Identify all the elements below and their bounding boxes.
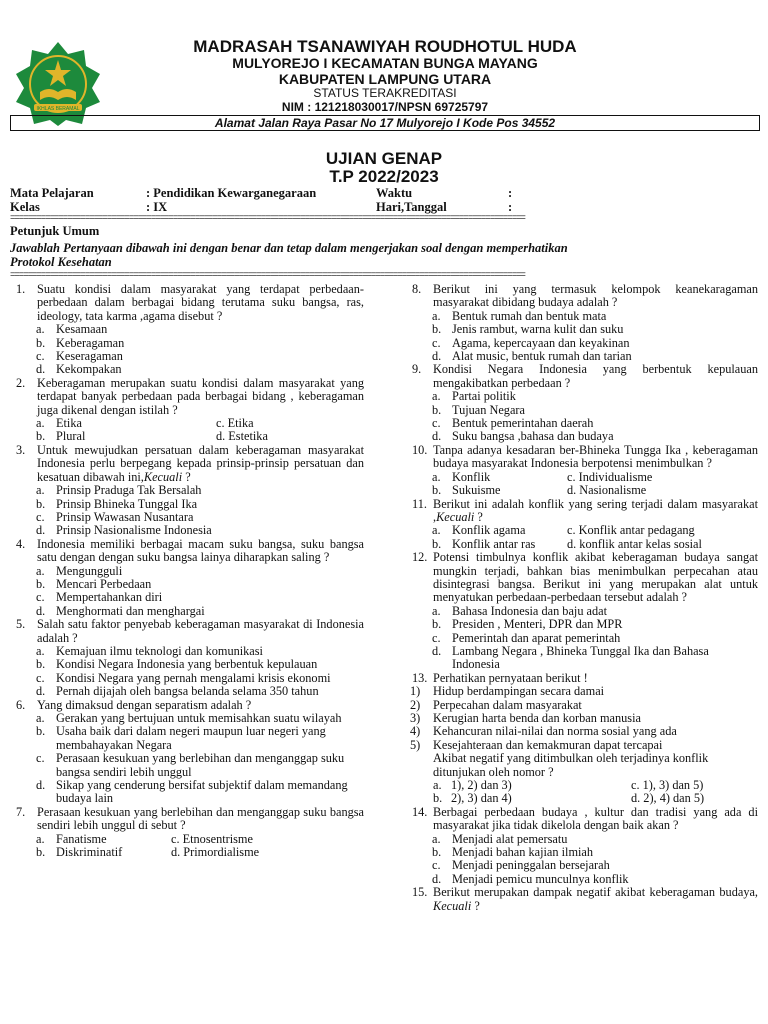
answer-option[interactable] bbox=[432, 310, 758, 323]
option-letter: b. bbox=[432, 536, 442, 551]
option-text: Prinsip Bhineka Tunggal Ika bbox=[56, 496, 198, 511]
option-letter: b. bbox=[36, 657, 46, 672]
option-text: Kekompakan bbox=[56, 362, 122, 377]
answer-options-row bbox=[36, 430, 364, 443]
question-number: 10. bbox=[412, 442, 428, 457]
answer-option[interactable] bbox=[36, 323, 364, 336]
question-4 bbox=[12, 538, 364, 565]
question-text: Suatu kondisi dalam masyarakat yang terdapat perbedaan-perbedaan dalam berbagai bidang terutama suku bangsa, ras, ideology, tata karma ,agama disebut ? bbox=[37, 282, 364, 323]
question-text: Potensi timbulnya konflik akibat keberagaman budaya sangat mungkin terjadi, bahkan bias menimbulkan perpecahan atau disintegrasi bangsa. Berikut ini yang merupakan alat untuk menyatukan perbedaan-perbedaan tersebut adalah ? bbox=[433, 550, 758, 605]
school-name: MADRASAH TSANAWIYAH ROUDHOTUL HUDA bbox=[193, 37, 577, 56]
option-letter: d. bbox=[432, 349, 442, 364]
statement-text: Kerugian harta benda dan korban manusia bbox=[433, 711, 641, 725]
answer-option[interactable] bbox=[36, 337, 364, 350]
option-text: Menjadi pemicu munculnya konflik bbox=[452, 871, 629, 886]
option-letter: b. bbox=[432, 483, 442, 498]
question-text-main: Untuk mewujudkan persatuan dalam keberagaman masyarakat Indonesia perlu berpegang kepada prinsip-prinsip persatuan dan kesatuan dibawah ini, bbox=[37, 442, 364, 484]
statement-number: 5) bbox=[410, 737, 421, 752]
option-text: Kondisi Negara Indonesia yang berbentuk kepulauan bbox=[56, 657, 318, 672]
answer-options-row bbox=[36, 846, 364, 859]
question-13 bbox=[408, 672, 758, 685]
time-label: Waktu bbox=[376, 186, 413, 200]
answer-option[interactable] bbox=[36, 511, 364, 524]
option-letter: c. bbox=[432, 335, 441, 350]
option-text: Bahasa Indonesia dan baju adat bbox=[452, 603, 608, 618]
option-text: Lambang Negara , Bhineka Tunggal Ika dan Bahasa Indonesia bbox=[452, 643, 709, 672]
option-letter: c. bbox=[36, 349, 45, 364]
question-10 bbox=[408, 444, 758, 471]
question-number: 7. bbox=[16, 804, 26, 819]
option-text: Prinsip Praduga Tak Bersalah bbox=[56, 483, 202, 498]
statement-number: 3) bbox=[410, 711, 421, 725]
answer-option[interactable] bbox=[432, 404, 758, 417]
option-letter: c. bbox=[432, 630, 441, 645]
question-text-main: Berikut ini adalah konflik yang sering terjadi dalam masyarakat , bbox=[433, 496, 758, 524]
answer-option[interactable]: d. Primordialisme bbox=[171, 845, 260, 860]
question-number: 8. bbox=[412, 282, 422, 296]
option-letter: a. bbox=[432, 469, 441, 484]
instructions-title: Petunjuk Umum bbox=[10, 224, 100, 238]
option-text: Gerakan yang bertujuan untuk memisahkan suatu wilayah bbox=[56, 711, 342, 725]
option-text: Perasaan kesukuan yang berlebihan dan menganggap suku bangsa sendiri lebih unggul bbox=[56, 751, 345, 779]
option-text: Bentuk pemerintahan daerah bbox=[452, 416, 594, 431]
class-label: Kelas bbox=[10, 200, 40, 214]
answer-option[interactable] bbox=[36, 779, 364, 806]
question-kecuali: Kecuali bbox=[143, 469, 183, 484]
question-9 bbox=[408, 363, 758, 390]
separator-line: ===================================================================================================================== bbox=[10, 214, 525, 222]
answer-option[interactable] bbox=[433, 792, 631, 805]
answer-option[interactable] bbox=[432, 484, 567, 497]
option-letter: a. bbox=[432, 389, 441, 404]
question-text: Perhatikan pernyataan berikut ! bbox=[433, 670, 588, 685]
option-letter: d. bbox=[36, 684, 46, 699]
question-number: 9. bbox=[412, 362, 422, 377]
answer-option[interactable] bbox=[432, 417, 758, 430]
question-15 bbox=[408, 886, 758, 913]
question-text: Keberagaman merupakan suatu kondisi dalam masyarakat yang terdapat banyak perbedaan pada berbagai bidang , keberagaman juga dikenal dengan istilah ? bbox=[37, 375, 364, 417]
question-text: Indonesia memiliki berbagai macam suku bangsa, suku bangsa satu dengan dengan suku bangsa lainya diharapkan saling ? bbox=[37, 536, 364, 565]
answer-option[interactable] bbox=[36, 578, 364, 591]
answer-option[interactable] bbox=[36, 484, 364, 497]
answer-options-row bbox=[432, 538, 758, 551]
option-letter: c. bbox=[36, 751, 45, 766]
answer-option[interactable] bbox=[432, 471, 567, 484]
option-letter: a. bbox=[433, 778, 442, 793]
option-text: 2), 3) dan 4) bbox=[451, 791, 512, 806]
option-text: Tujuan Negara bbox=[452, 402, 525, 417]
option-text: Menjadi bahan kajian ilmiah bbox=[452, 845, 594, 860]
option-text: Mencari Perbedaan bbox=[56, 576, 152, 591]
instructions-line-1: Jawablah Pertanyaan dibawah ini dengan benar dan tetap dalam mengerjakan soal dengan memperhatikan bbox=[10, 241, 568, 255]
option-text: Usaha baik dari dalam negeri maupun luar negeri yang membahayakan Negara bbox=[56, 724, 326, 752]
answer-option[interactable] bbox=[36, 752, 364, 779]
option-text: Plural bbox=[56, 429, 86, 444]
option-letter: a. bbox=[432, 831, 441, 846]
option-letter: d. bbox=[432, 643, 442, 658]
option-text: 1), 2) dan 3) bbox=[451, 778, 512, 793]
answer-option[interactable] bbox=[432, 859, 758, 872]
statement-item bbox=[408, 712, 758, 725]
answer-option[interactable] bbox=[432, 337, 758, 350]
answer-options-row bbox=[433, 779, 758, 792]
option-letter: a. bbox=[432, 603, 441, 618]
answer-options-row bbox=[432, 471, 758, 484]
date-value: : bbox=[508, 200, 513, 214]
statement-item bbox=[408, 725, 758, 738]
answer-option[interactable] bbox=[432, 350, 758, 363]
statement-item bbox=[408, 685, 758, 698]
answer-option[interactable] bbox=[36, 524, 364, 537]
answer-option[interactable] bbox=[432, 846, 758, 859]
answer-option[interactable]: c. Etika bbox=[216, 416, 254, 431]
exam-title: UJIAN GENAP bbox=[325, 149, 443, 168]
answer-option[interactable]: d. Nasionalisme bbox=[567, 483, 647, 498]
option-text: Mengungguli bbox=[56, 563, 123, 578]
option-letter: b. bbox=[433, 791, 443, 806]
statement-number: 4) bbox=[410, 724, 421, 739]
answer-option[interactable] bbox=[36, 645, 364, 658]
time-value: : bbox=[508, 186, 513, 200]
option-letter: b. bbox=[36, 724, 46, 739]
answer-option[interactable] bbox=[36, 417, 216, 430]
question-text: Berikut ini yang termasuk kelompok keanekaragaman masyarakat dibidang budaya adalah ? bbox=[433, 282, 758, 310]
answer-options-row bbox=[432, 484, 758, 497]
subject-label: Mata Pelajaran bbox=[10, 186, 94, 200]
option-letter: c. bbox=[36, 590, 45, 605]
option-letter: a. bbox=[432, 523, 441, 538]
question-1 bbox=[12, 283, 364, 323]
answer-option[interactable]: d. 2), 4) dan 5) bbox=[631, 791, 705, 806]
option-text: Suku bangsa ,bahasa dan budaya bbox=[452, 429, 614, 444]
answer-option[interactable] bbox=[432, 833, 758, 846]
option-letter: c. bbox=[432, 858, 441, 873]
option-letter: d. bbox=[36, 603, 46, 618]
question-3 bbox=[12, 444, 364, 484]
answer-option[interactable] bbox=[36, 685, 364, 698]
option-letter: c. bbox=[36, 509, 45, 524]
question-text bbox=[433, 886, 758, 913]
option-letter: b. bbox=[432, 617, 442, 632]
school-location: MULYOREJO I KECAMATAN BUNGA MAYANG bbox=[232, 55, 538, 71]
answer-option[interactable] bbox=[432, 323, 758, 336]
option-text: Bentuk rumah dan bentuk mata bbox=[452, 308, 607, 323]
option-letter: d. bbox=[36, 778, 46, 793]
option-letter: d. bbox=[432, 429, 442, 444]
option-letter: d. bbox=[36, 523, 46, 538]
option-text: Partai politik bbox=[452, 389, 516, 404]
answer-option[interactable] bbox=[36, 363, 364, 376]
answer-option[interactable] bbox=[432, 645, 758, 672]
answer-option[interactable] bbox=[36, 658, 364, 671]
option-text: Sikap yang cenderung bersifat subjektif dalam memandang budaya lain bbox=[56, 778, 348, 806]
answer-option[interactable] bbox=[432, 632, 758, 645]
subject-value: : Pendidikan Kewarganegaraan bbox=[146, 186, 317, 200]
question-text: Perasaan kesukuan yang berlebihan dan menganggap suku bangsa sendiri lebih unggul di sebut ? bbox=[37, 804, 364, 833]
logo-motto: IKHLAS BERAMAL bbox=[36, 106, 80, 112]
question-2 bbox=[12, 377, 364, 417]
question-text: Yang dimaksud dengan separatism adalah ? bbox=[37, 697, 252, 712]
question-end: ? bbox=[182, 469, 191, 484]
option-text: Diskriminatif bbox=[56, 845, 123, 860]
questions-left-column bbox=[12, 283, 364, 859]
option-text: Menghormati dan menghargai bbox=[56, 603, 205, 618]
option-letter: a. bbox=[36, 322, 45, 337]
option-letter: a. bbox=[36, 483, 45, 498]
statement-text: Perpecahan dalam masyarakat bbox=[433, 697, 582, 712]
option-letter: a. bbox=[36, 643, 45, 658]
answer-option[interactable]: c. 1), 3) dan 5) bbox=[631, 778, 704, 793]
option-text: Prinsip Nasionalisme Indonesia bbox=[56, 523, 212, 538]
answer-option[interactable] bbox=[36, 605, 364, 618]
answer-option[interactable]: c. Individualisme bbox=[567, 469, 653, 484]
question-kecuali: Kecuali bbox=[433, 898, 472, 913]
option-text: Sukuisme bbox=[452, 483, 501, 498]
question-prompt: Akibat negatif yang ditimbulkan oleh terjadinya konflik ditunjukan oleh nomor ? bbox=[433, 751, 709, 779]
exam-year: T.P 2022/2023 bbox=[329, 167, 439, 186]
answer-options-row bbox=[36, 417, 364, 430]
answer-option[interactable] bbox=[432, 873, 758, 886]
answer-option[interactable] bbox=[432, 618, 758, 631]
option-letter: b. bbox=[36, 429, 46, 444]
option-text: Konflik bbox=[452, 469, 491, 484]
question-5 bbox=[12, 618, 364, 645]
option-letter: c. bbox=[432, 416, 441, 431]
question-number: 11. bbox=[412, 496, 427, 511]
option-text: Prinsip Wawasan Nusantara bbox=[56, 509, 194, 524]
accreditation-status: STATUS TERAKREDITASI bbox=[313, 86, 457, 100]
answer-options-row bbox=[433, 792, 758, 805]
class-value: : IX bbox=[146, 200, 168, 214]
question-number: 13. bbox=[412, 670, 428, 685]
option-letter: d. bbox=[432, 871, 442, 886]
option-text: Presiden , Menteri, DPR dan MPR bbox=[452, 617, 623, 632]
question-text bbox=[433, 498, 758, 525]
option-letter: c. bbox=[36, 670, 45, 685]
option-letter: a. bbox=[36, 416, 45, 431]
option-text: Alat music, bentuk rumah dan tarian bbox=[452, 349, 632, 364]
option-letter: a. bbox=[36, 711, 45, 725]
answer-option[interactable]: c. Etnosentrisme bbox=[171, 831, 253, 846]
question-end: ? bbox=[471, 898, 480, 913]
answer-option[interactable] bbox=[36, 565, 364, 578]
option-letter: b. bbox=[36, 335, 46, 350]
question-11 bbox=[408, 498, 758, 525]
answer-option[interactable] bbox=[36, 672, 364, 685]
question-text: Tanpa adanya kesadaran ber-Bhineka Tungga Ika , keberagaman budaya masyarakat Indonesia berpotensi menimbulkan ? bbox=[433, 442, 758, 471]
answer-option[interactable] bbox=[432, 390, 758, 403]
school-address: Alamat Jalan Raya Pasar No 17 Mulyorejo I Kode Pos 34552 bbox=[10, 115, 760, 131]
question-number: 1. bbox=[16, 282, 26, 296]
question-number: 14. bbox=[412, 804, 428, 819]
option-text: Keseragaman bbox=[56, 349, 123, 364]
school-regency: KABUPATEN LAMPUNG UTARA bbox=[278, 71, 492, 87]
instructions-line-2: Protokol Kesehatan bbox=[10, 255, 112, 269]
answer-option[interactable] bbox=[36, 712, 364, 725]
answer-option[interactable] bbox=[36, 350, 364, 363]
option-letter: b. bbox=[36, 496, 46, 511]
answer-option[interactable] bbox=[433, 779, 631, 792]
answer-option[interactable] bbox=[36, 833, 171, 846]
option-text: Etika bbox=[56, 416, 82, 431]
question-number: 4. bbox=[16, 536, 26, 551]
question-8 bbox=[408, 283, 758, 310]
option-text: Kondisi Negara yang pernah mengalami krisis ekonomi bbox=[56, 670, 331, 685]
question-kecuali: Kecuali bbox=[436, 509, 475, 524]
answer-option[interactable] bbox=[36, 725, 364, 752]
option-text: Kemajuan ilmu teknologi dan komunikasi bbox=[56, 643, 263, 658]
date-label: Hari,Tanggal bbox=[376, 200, 447, 214]
option-text: Pernah dijajah oleh bangsa belanda selama 350 tahun bbox=[56, 684, 319, 699]
answer-option[interactable] bbox=[36, 430, 216, 443]
answer-option[interactable] bbox=[36, 846, 171, 859]
option-text: Keberagaman bbox=[56, 335, 125, 350]
question-text bbox=[37, 444, 364, 484]
answer-option[interactable] bbox=[432, 538, 567, 551]
option-letter: b. bbox=[432, 845, 442, 860]
option-text: Konflik agama bbox=[452, 523, 526, 538]
statement-number: 2) bbox=[410, 697, 421, 712]
statement-item bbox=[408, 699, 758, 712]
option-letter: a. bbox=[36, 831, 45, 846]
option-text: Menjadi alat pemersatu bbox=[452, 831, 568, 846]
answer-option[interactable]: d. konflik antar kelas sosial bbox=[567, 536, 702, 551]
question-text-main: Berikut merupakan dampak negatif akibat keberagaman budaya, bbox=[433, 885, 758, 900]
answer-options-row bbox=[432, 524, 758, 537]
question-number: 3. bbox=[16, 442, 26, 457]
answer-option[interactable] bbox=[36, 498, 364, 511]
option-letter: b. bbox=[432, 402, 442, 417]
question-number: 12. bbox=[412, 550, 428, 565]
separator-line: ===================================================================================================================== bbox=[10, 271, 525, 279]
option-text: Kesamaan bbox=[56, 322, 108, 337]
statement-text: Kesejahteraan dan kemakmuran dapat tercapai bbox=[433, 737, 663, 752]
answer-option[interactable] bbox=[432, 605, 758, 618]
question-end: ? bbox=[474, 509, 483, 524]
option-letter: d. bbox=[36, 362, 46, 377]
answer-option[interactable] bbox=[432, 430, 758, 443]
question-12 bbox=[408, 551, 758, 605]
answer-option[interactable]: c. Konflik antar pedagang bbox=[567, 523, 695, 538]
statement-item bbox=[408, 739, 758, 752]
option-letter: b. bbox=[432, 322, 442, 337]
question-14 bbox=[408, 806, 758, 833]
question-7 bbox=[12, 806, 364, 833]
question-number: 6. bbox=[16, 697, 26, 712]
option-text: Agama, kepercayaan dan keyakinan bbox=[452, 335, 630, 350]
question-number: 2. bbox=[16, 375, 26, 390]
option-text: Pemerintah dan aparat pemerintah bbox=[452, 630, 621, 645]
statement-number: 1) bbox=[410, 684, 421, 699]
question-number: 5. bbox=[16, 617, 26, 632]
answer-options-row bbox=[36, 833, 364, 846]
question-text: Berbagai perbedaan budaya , kultur dan tradisi yang ada di masyarakat jika tidak dikelola dengan baik akan ? bbox=[433, 804, 758, 833]
question-6 bbox=[12, 699, 364, 712]
question-text: Kondisi Negara Indonesia yang berbentuk kepulauan mengakibatkan perbedaan ? bbox=[433, 362, 758, 390]
answer-option[interactable] bbox=[432, 524, 567, 537]
option-text: Fanatisme bbox=[56, 831, 107, 846]
option-text: Jenis rambut, warna kulit dan suku bbox=[452, 322, 624, 337]
option-text: Menjadi peninggalan bersejarah bbox=[452, 858, 610, 873]
option-text: Mempertahankan diri bbox=[56, 590, 163, 605]
option-letter: a. bbox=[432, 308, 441, 323]
question-number: 15. bbox=[412, 885, 428, 900]
answer-option[interactable]: d. Estetika bbox=[216, 429, 268, 444]
option-letter: b. bbox=[36, 845, 46, 860]
statement-text: Hidup berdampingan secara damai bbox=[433, 684, 605, 699]
answer-option[interactable] bbox=[36, 591, 364, 604]
question-text: Salah satu faktor penyebab keberagaman masyarakat di Indonesia adalah ? bbox=[37, 617, 364, 645]
statement-text: Kehancuran nilai-nilai dan norma sosial yang ada bbox=[433, 724, 677, 739]
option-letter: b. bbox=[36, 576, 46, 591]
questions-right-column bbox=[408, 283, 758, 913]
nim-npsn: NIM : 121218030017/NPSN 69725797 bbox=[281, 100, 489, 114]
option-letter: a. bbox=[36, 563, 45, 578]
option-text: Konflik antar ras bbox=[452, 536, 536, 551]
